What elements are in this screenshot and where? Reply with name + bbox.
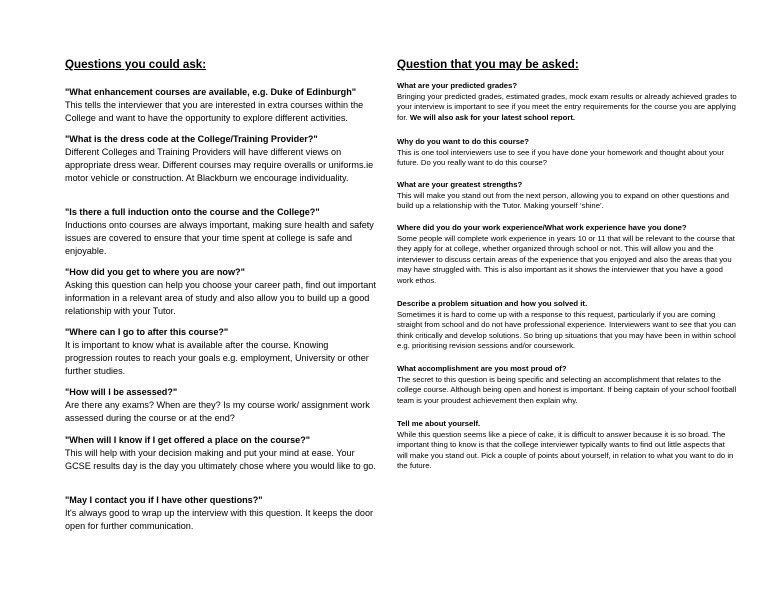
left-question: "Where can I go to after this course?" xyxy=(65,327,229,337)
right-answer: This is one tool interviewers use to see if you have done your homework and thought about your future. Do you really want to do this course? xyxy=(397,147,724,167)
left-answer: It is important to know what is available after the course. Knowing progression routes to reach your goals e.g. employment, University or other further studies. xyxy=(65,340,369,377)
left-item xyxy=(65,266,377,318)
left-question: "Is there a full induction onto the course and the College?" xyxy=(65,207,320,217)
left-item xyxy=(65,206,377,258)
left-item xyxy=(65,86,377,125)
left-answer: This will help with your decision making and put your mind at ease. Your GCSE results day is the day you ultimately chose where you would like to go. xyxy=(65,448,376,472)
left-question: "How will I be assessed?" xyxy=(65,387,178,397)
left-item xyxy=(65,494,377,533)
left-answer: Are there any exams? When are they? Is my course work/ assignment work assessed during the course or at the end? xyxy=(65,400,370,424)
right-item xyxy=(397,364,737,406)
right-item xyxy=(397,137,737,169)
right-answer: This will make you stand out from the next person, allowing you to expand on other questions and build up a relationship with the Tutor. Making yourself ‘shine’. xyxy=(397,190,730,210)
right-item xyxy=(397,419,737,472)
left-item xyxy=(65,326,377,378)
right-question: Describe a problem situation and how you solved it. xyxy=(397,299,588,308)
right-answer-text: Bringing your predicted grades, estimated grades, mock exam results or already achieved grades to your interview is important to see if you meet the entry requirements for the course you are applying for. xyxy=(397,91,737,122)
left-question: "What enhancement courses are available, e.g. Duke of Edinburgh" xyxy=(65,87,357,97)
right-answer xyxy=(397,92,737,124)
right-item xyxy=(397,81,737,123)
left-question: "May I contact you if I have other questions?" xyxy=(65,495,263,505)
left-heading: Questions you could ask: xyxy=(65,58,207,71)
right-heading: Question that you may be asked: xyxy=(397,58,579,71)
left-question: "When will I know if I get offered a place on the course?" xyxy=(65,435,311,445)
left-answer: It's always good to wrap up the interview with this question. It keeps the door open for further communication. xyxy=(65,508,374,532)
left-answer: Different Colleges and Training Providers will have different views on appropriate dress wear. Different courses may require overalls or uniforms.ie motor vehicle or construction. At Blackburn we encourage individuality. xyxy=(65,147,374,184)
right-answer-emphasis: We will also ask for your latest school report. xyxy=(409,112,576,122)
right-question: Where did you do your work experience/What work experience have you done? xyxy=(397,223,687,232)
left-answer: Asking this question can help you choose your career path, find out important information in a relevant area of study and also allow you to build up a good relationship with your Tutor. xyxy=(65,280,376,317)
right-item xyxy=(397,180,737,212)
right-question: What are your predicted grades? xyxy=(397,81,518,90)
right-question: Why do you want to do this course? xyxy=(397,137,529,146)
left-question: "How did you get to where you are now?" xyxy=(65,267,245,277)
right-question: Tell me about yourself. xyxy=(397,419,481,428)
left-answer: This tells the interviewer that you are interested in extra courses within the College and want to have the opportunity to explore different activities. xyxy=(65,100,364,124)
left-answer: Inductions onto courses are always important, making sure health and safety issues are covered to ensure that your time spent at college is safe and enjoyable. xyxy=(65,220,374,257)
right-answer: The secret to this question is being specific and selecting an accomplishment that relates to the college course. Although being open and honest is important. If being captain of your school football team is your proudest achievement then explain why. xyxy=(397,374,737,405)
right-answer: While this question seems like a piece of cake, it is difficult to answer because it is so broad. The important thing to know is that the college interviewer typically wants to find out little aspects that will make you stand out. Pick a couple of points about yourself, in relation to what you want to do in the future. xyxy=(397,429,734,470)
left-item xyxy=(65,386,377,425)
right-question: What are your greatest strengths? xyxy=(397,180,523,189)
right-answer: Some people will complete work experience in years 10 or 11 that will be relevant to the course that they apply for at college, whether organized through school or not. This will allow you and the interviewer to discuss certain areas of the experience that you enjoyed and also the areas that you may have struggled with. This is also important as it shows the interviewer that you have a good work ethos. xyxy=(397,233,735,285)
right-item xyxy=(397,223,737,286)
left-question: "What is the dress code at the College/Training Provider?" xyxy=(65,134,318,144)
left-item xyxy=(65,434,377,473)
right-question: What accomplishment are you most proud of? xyxy=(397,364,567,373)
right-item xyxy=(397,299,737,352)
left-item xyxy=(65,133,377,185)
right-answer: Sometimes it is hard to come up with a response to this request, particularly if you are coming straight from school and do not have professional experience. Interviewers want to see that you can think critically and develop solutions. So bring up situations that you may have been in within school e.g. prioritising revision sessions and/or coursework. xyxy=(397,309,736,350)
